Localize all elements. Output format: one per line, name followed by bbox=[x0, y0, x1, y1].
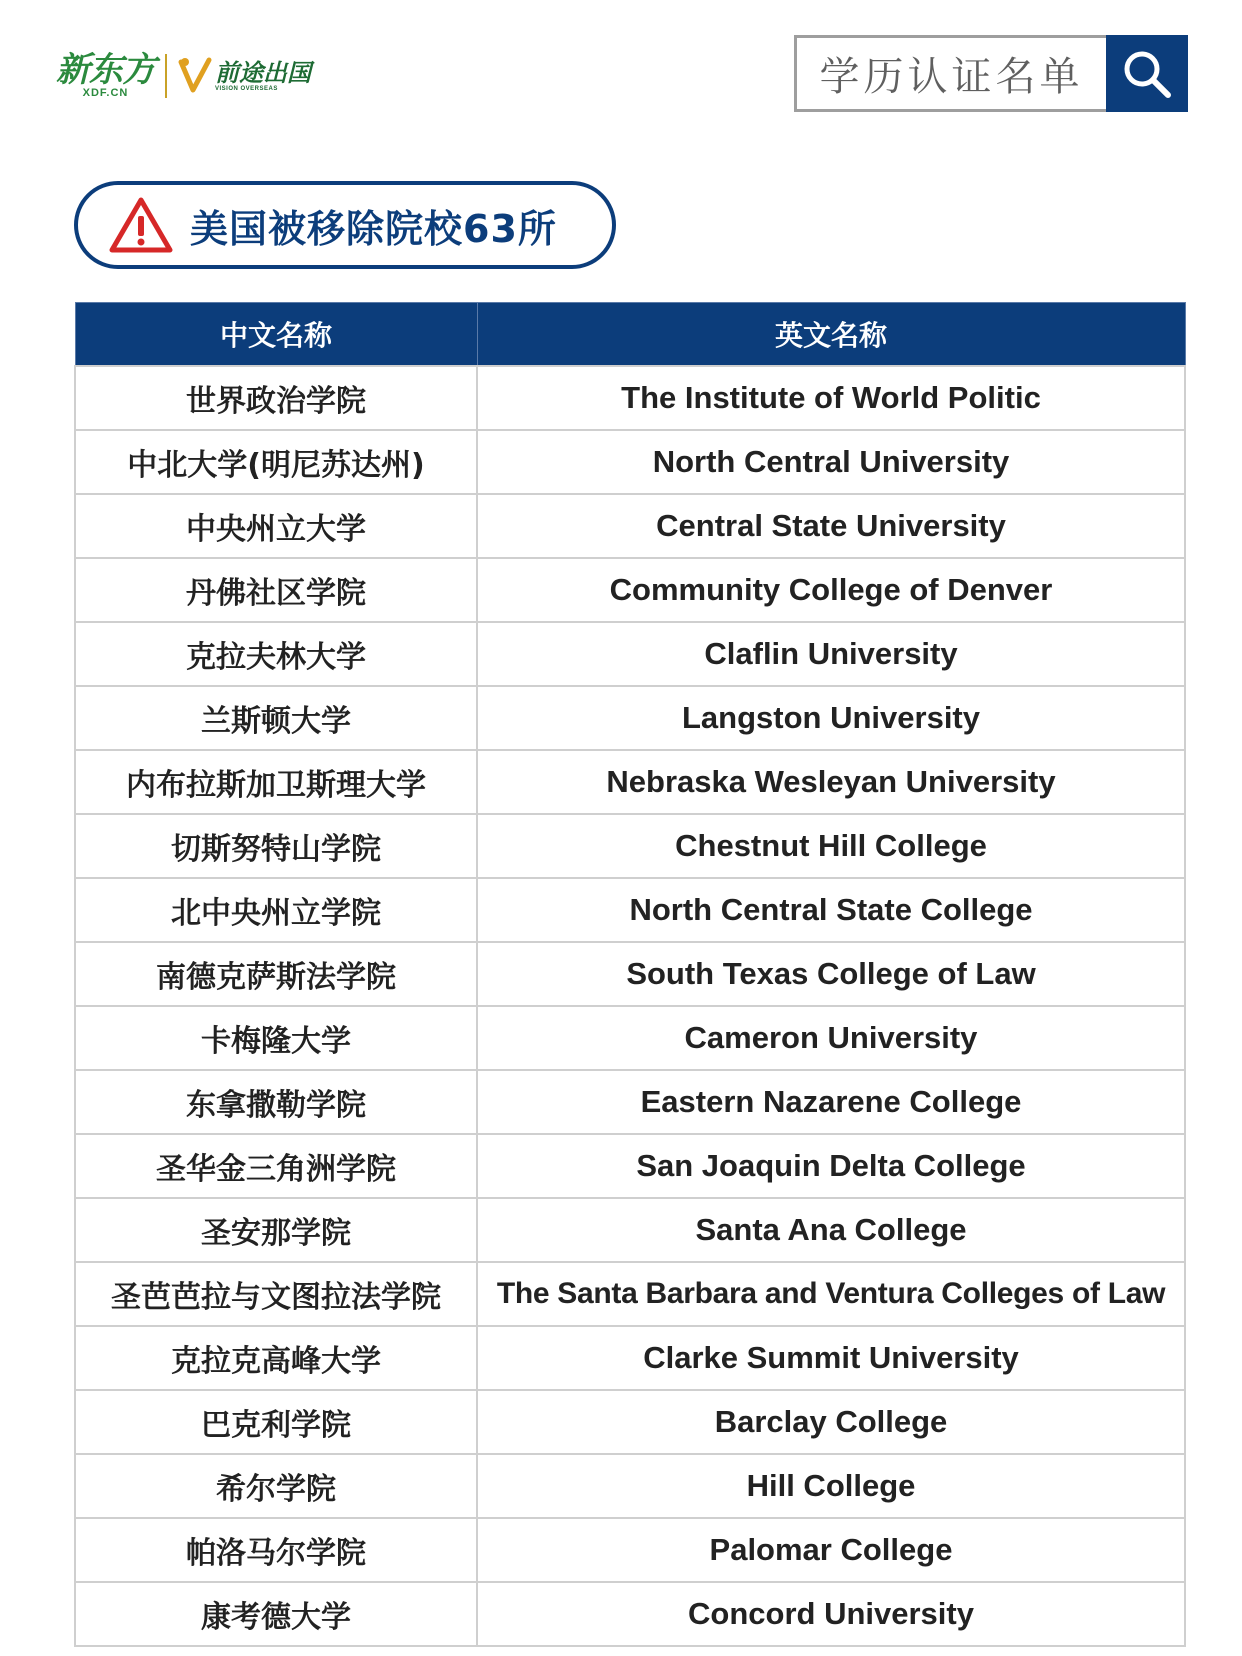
column-header-en-name: 英文名称 bbox=[477, 303, 1185, 367]
en-name-cell: Claflin University bbox=[477, 622, 1185, 686]
removed-schools-table bbox=[74, 302, 1184, 1647]
table-row bbox=[75, 1198, 1185, 1262]
table-row bbox=[75, 1006, 1185, 1070]
table-row bbox=[75, 1070, 1185, 1134]
xdf-logo-en: XDF.CN bbox=[82, 87, 129, 99]
column-header-cn-name: 中文名称 bbox=[75, 303, 477, 367]
en-name-cell: South Texas College of Law bbox=[477, 942, 1185, 1006]
cn-name-cell: 北中央州立学院 bbox=[75, 878, 477, 942]
table-row bbox=[75, 814, 1185, 878]
en-name-cell: Clarke Summit University bbox=[477, 1326, 1185, 1390]
en-name-cell: Santa Ana College bbox=[477, 1198, 1185, 1262]
search-icon bbox=[1120, 47, 1174, 101]
en-name-cell: Barclay College bbox=[477, 1390, 1185, 1454]
warning-icon bbox=[108, 196, 174, 254]
table-row bbox=[75, 430, 1185, 494]
xdf-logo-cn: 新东方 bbox=[56, 50, 155, 90]
en-name-cell: Palomar College bbox=[477, 1518, 1185, 1582]
brand-logos bbox=[56, 50, 311, 102]
cn-name-cell: 世界政治学院 bbox=[75, 366, 477, 430]
cn-name-cell: 巴克利学院 bbox=[75, 1390, 477, 1454]
cn-name-cell: 切斯努特山学院 bbox=[75, 814, 477, 878]
section-title bbox=[74, 181, 616, 269]
table-row bbox=[75, 686, 1185, 750]
cn-name-cell: 克拉克高峰大学 bbox=[75, 1326, 477, 1390]
cn-name-cell: 克拉夫林大学 bbox=[75, 622, 477, 686]
vision-mark-icon bbox=[177, 56, 213, 96]
vision-logo-en: VISION OVERSEAS bbox=[215, 86, 278, 92]
en-name-cell: San Joaquin Delta College bbox=[477, 1134, 1185, 1198]
search-input[interactable]: 学历认证名单 bbox=[794, 35, 1106, 112]
xdf-logo bbox=[56, 50, 155, 99]
table-row bbox=[75, 1582, 1185, 1646]
cn-name-cell: 中北大学(明尼苏达州) bbox=[75, 430, 477, 494]
cn-name-cell: 内布拉斯加卫斯理大学 bbox=[75, 750, 477, 814]
table-row bbox=[75, 942, 1185, 1006]
table-row bbox=[75, 494, 1185, 558]
table-row bbox=[75, 558, 1185, 622]
en-name-cell: North Central State College bbox=[477, 878, 1185, 942]
vision-overseas-logo bbox=[177, 56, 311, 96]
cn-name-cell: 帕洛马尔学院 bbox=[75, 1518, 477, 1582]
en-name-cell: Chestnut Hill College bbox=[477, 814, 1185, 878]
page-title: 美国被移除院校63所 bbox=[190, 206, 557, 251]
cn-name-cell: 丹佛社区学院 bbox=[75, 558, 477, 622]
table-row bbox=[75, 878, 1185, 942]
table-row bbox=[75, 366, 1185, 430]
cn-name-cell: 圣安那学院 bbox=[75, 1198, 477, 1262]
en-name-cell: The Institute of World Politic bbox=[477, 366, 1185, 430]
en-name-cell: The Santa Barbara and Ventura Colleges of Law bbox=[477, 1262, 1185, 1326]
en-name-cell: Community College of Denver bbox=[477, 558, 1185, 622]
search-bar[interactable] bbox=[794, 35, 1188, 112]
en-name-cell: North Central University bbox=[477, 430, 1185, 494]
cn-name-cell: 兰斯顿大学 bbox=[75, 686, 477, 750]
table-row bbox=[75, 750, 1185, 814]
en-name-cell: Cameron University bbox=[477, 1006, 1185, 1070]
table-row bbox=[75, 1134, 1185, 1198]
table-row bbox=[75, 622, 1185, 686]
table-row bbox=[75, 1262, 1185, 1326]
cn-name-cell: 圣华金三角洲学院 bbox=[75, 1134, 477, 1198]
cn-name-cell: 卡梅隆大学 bbox=[75, 1006, 477, 1070]
en-name-cell: Eastern Nazarene College bbox=[477, 1070, 1185, 1134]
en-name-cell: Central State University bbox=[477, 494, 1185, 558]
table-header-row bbox=[75, 303, 1185, 367]
en-name-cell: Concord University bbox=[477, 1582, 1185, 1646]
table-row bbox=[75, 1454, 1185, 1518]
logo-divider bbox=[165, 54, 167, 98]
cn-name-cell: 希尔学院 bbox=[75, 1454, 477, 1518]
en-name-cell: Nebraska Wesleyan University bbox=[477, 750, 1185, 814]
table-row bbox=[75, 1326, 1185, 1390]
vision-logo-cn: 前途出国 bbox=[215, 58, 311, 87]
cn-name-cell: 东拿撒勒学院 bbox=[75, 1070, 477, 1134]
table-row bbox=[75, 1390, 1185, 1454]
cn-name-cell: 康考德大学 bbox=[75, 1582, 477, 1646]
table-row bbox=[75, 1518, 1185, 1582]
en-name-cell: Langston University bbox=[477, 686, 1185, 750]
cn-name-cell: 圣芭芭拉与文图拉法学院 bbox=[75, 1262, 477, 1326]
en-name-cell: Hill College bbox=[477, 1454, 1185, 1518]
search-button[interactable] bbox=[1106, 35, 1188, 112]
cn-name-cell: 中央州立大学 bbox=[75, 494, 477, 558]
cn-name-cell: 南德克萨斯法学院 bbox=[75, 942, 477, 1006]
